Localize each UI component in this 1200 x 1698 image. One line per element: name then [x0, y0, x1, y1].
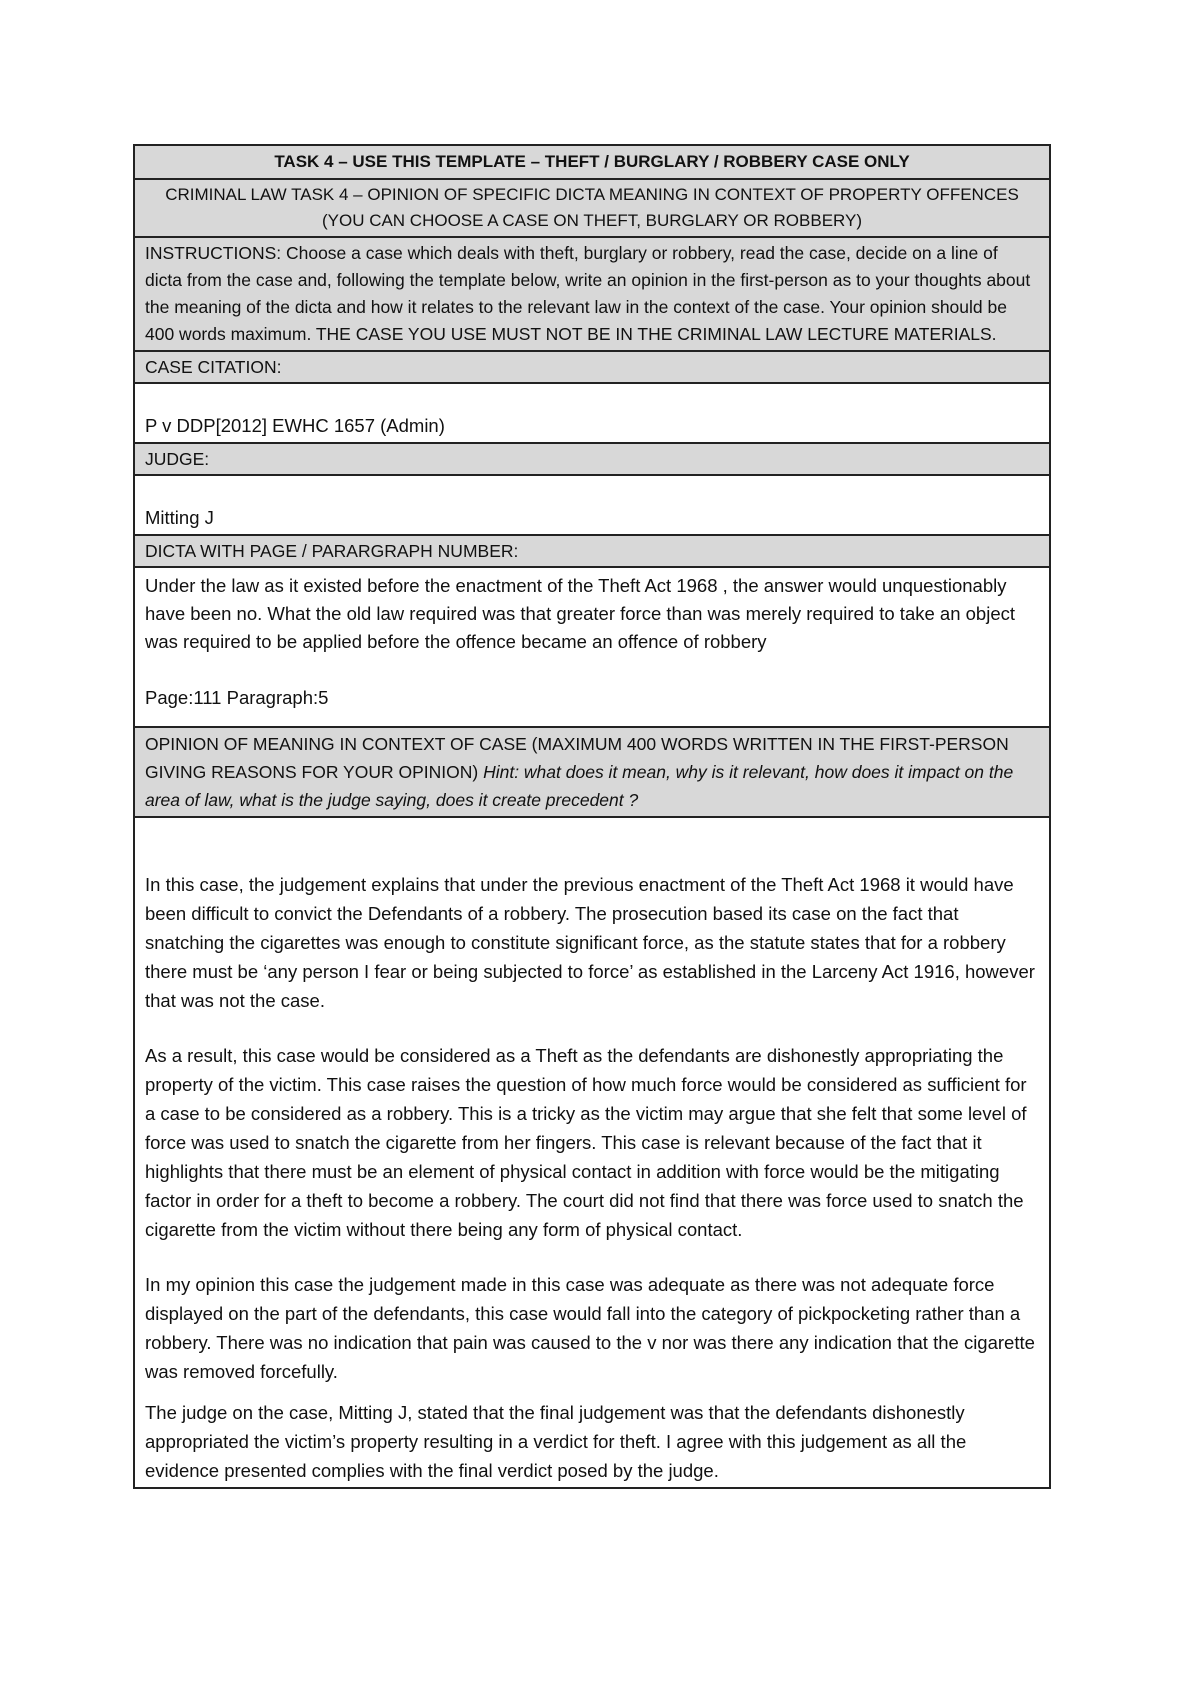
- case-citation-label: CASE CITATION:: [135, 352, 1049, 384]
- opinion-paragraph: In this case, the judgement explains that under the previous enactment of the Theft Act 1968 it would have been difficult to convict the Defendants of a robbery. The prosecution based its case on the fact that snatching the cigarettes was enough to constitute significant force, as the statute states that for a robbery there must be ‘any person I fear or being subjected to force’ as established in the Larceny Act 1916, however that was not the case.: [145, 874, 1035, 1011]
- task-template-table: [133, 144, 1051, 1489]
- dicta-section: [135, 568, 1049, 728]
- opinion-body: [135, 818, 1049, 1487]
- dicta-text: Under the law as it existed before the enactment of the Theft Act 1968 , the answer would unquestionably have been no. What the old law required was that greater force than was merely required to take an object was required to be applied before the offence became an offence of robbery: [145, 575, 1015, 652]
- opinion-paragraph: In my opinion this case the judgement made in this case was adequate as there was not adequate force displayed on the part of the defendants, this case would fall into the category of pickpocketing rather than a robbery. There was no indication that pain was caused to the v nor was there any indication that the cigarette was removed forcefully.: [145, 1274, 1035, 1382]
- instructions: INSTRUCTIONS: Choose a case which deals with theft, burglary or robbery, read the case, decide on a line of dicta from the case and, following the template below, write an opinion in the first-person as to your thoughts about the meaning of the dicta and how it relates to the relevant law in the context of the case. Your opinion should be 400 words maximum. THE CASE YOU USE MUST NOT BE IN THE CRIMINAL LAW LECTURE MATERIALS.: [135, 238, 1049, 352]
- judge-value: Mitting J: [135, 476, 1049, 536]
- dicta-reference: Page:111 Paragraph:5: [145, 687, 329, 708]
- opinion-label-text: OPINION OF MEANING IN CONTEXT OF CASE (MAXIMUM 400 WORDS WRITTEN IN THE FIRST-PERSON GIVING REASONS FOR YOUR OPINION): [145, 734, 1009, 782]
- template-subtitle: CRIMINAL LAW TASK 4 – OPINION OF SPECIFIC DICTA MEANING IN CONTEXT OF PROPERTY OFFENCES (YOU CAN CHOOSE A CASE ON THEFT, BURGLARY OR ROBBERY): [135, 180, 1049, 238]
- case-citation-value: P v DDP[2012] EWHC 1657 (Admin): [135, 384, 1049, 444]
- judge-label: JUDGE:: [135, 444, 1049, 476]
- dicta-label: DICTA WITH PAGE / PARARGRAPH NUMBER:: [135, 536, 1049, 568]
- opinion-hint: Hint: what does it mean, why is it relevant, how does it impact on the area of law, what is the judge saying, does it create precedent ?: [145, 762, 1014, 810]
- template-title: TASK 4 – USE THIS TEMPLATE – THEFT / BURGLARY / ROBBERY CASE ONLY: [135, 146, 1049, 180]
- opinion-label: [135, 728, 1049, 818]
- opinion-paragraph: The judge on the case, Mitting J, stated that the final judgement was that the defendants dishonestly appropriated the victim’s property resulting in a verdict for theft. I agree with this judgement as all the evidence presented complies with the final verdict posed by the judge.: [145, 1402, 967, 1481]
- opinion-paragraph: As a result, this case would be considered as a Theft as the defendants are dishonestly appropriating the property of the victim. This case raises the question of how much force would be considered as sufficient for a case to be considered as a robbery. This is a tricky as the victim may argue that she felt that some level of force was used to snatch the cigarette from her fingers. This case is relevant because of the fact that it highlights that there must be an element of physical contact in addition with force would be the mitigating factor in order for a theft to become a robbery. The court did not find that there was force used to snatch the cigarette from the victim without there being any form of physical contact.: [145, 1045, 1027, 1240]
